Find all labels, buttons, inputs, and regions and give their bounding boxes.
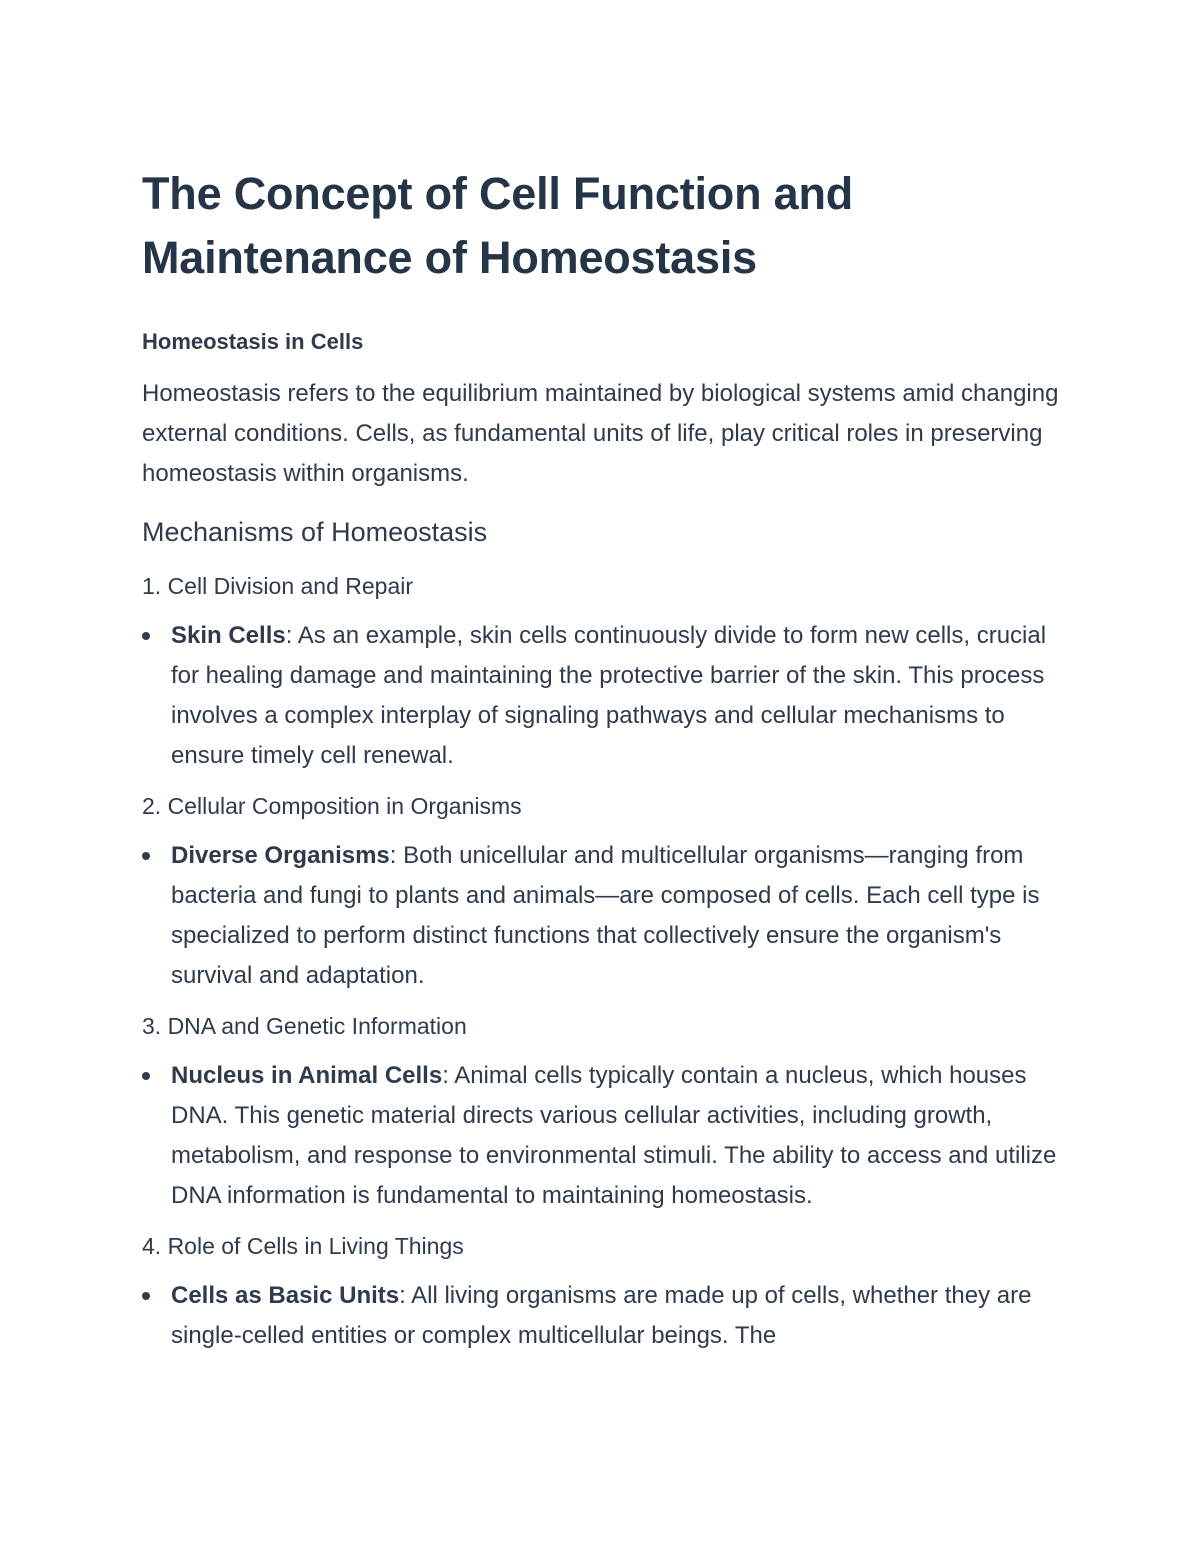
item-heading-4: 4. Role of Cells in Living Things bbox=[142, 1233, 464, 1259]
document-page bbox=[142, 162, 1072, 1356]
section-heading-homeostasis-in-cells: Homeostasis in Cells bbox=[142, 329, 364, 354]
bullet-term: Skin Cells bbox=[171, 622, 286, 649]
bullet-list-4 bbox=[142, 1276, 1072, 1356]
bullet-text: : As an example, skin cells continuously divide to form new cells, crucial for healing damage and maintaining the protective barrier of the skin. This process involves a complex interplay of signaling pathways and cellular mechanisms to ensure timely cell renewal. bbox=[171, 622, 1047, 769]
list-item bbox=[142, 836, 1061, 996]
bullet-term: Cells as Basic Units bbox=[171, 1282, 400, 1309]
bullet-list-2 bbox=[142, 836, 1072, 996]
list-item bbox=[142, 1276, 1061, 1356]
item-heading-2: 2. Cellular Composition in Organisms bbox=[142, 793, 522, 819]
bullet-text: : Both unicellular and multicellular organisms—ranging from bacteria and fungi to plants and animals—are composed of cells. Each cell type is specialized to perform distinct functions that collectively ensure the organism's survival and adaptation. bbox=[171, 842, 1040, 989]
bullet-list-1 bbox=[142, 616, 1072, 776]
bullet-dot-icon bbox=[142, 632, 150, 640]
item-heading-1: 1. Cell Division and Repair bbox=[142, 573, 414, 599]
document-title bbox=[142, 162, 1072, 290]
bullet-term: Nucleus in Animal Cells bbox=[171, 1062, 443, 1089]
bullet-text: : All living organisms are made up of cells, whether they are single-celled entities or complex multicellular beings. The bbox=[171, 1282, 1032, 1349]
bullet-text: : Animal cells typically contain a nucleus, which houses DNA. This genetic material directs various cellular activities, including growth, metabolism, and response to environmental stimuli. The ability to access and utilize DNA information is fundamental to maintaining homeostasis. bbox=[171, 1062, 1057, 1209]
bullet-dot-icon bbox=[142, 1292, 150, 1300]
item-heading-3: 3. DNA and Genetic Information bbox=[142, 1013, 467, 1039]
title-line-1: The Concept of Cell Function and bbox=[142, 168, 854, 219]
bullet-term: Diverse Organisms bbox=[171, 842, 390, 869]
section-heading-mechanisms: Mechanisms of Homeostasis bbox=[142, 517, 488, 547]
title-line-2: Maintenance of Homeostasis bbox=[142, 232, 757, 283]
bullet-dot-icon bbox=[142, 852, 150, 860]
list-item bbox=[142, 1056, 1061, 1216]
bullet-dot-icon bbox=[142, 1072, 150, 1080]
bullet-list-3 bbox=[142, 1056, 1072, 1216]
list-item bbox=[142, 616, 1061, 776]
intro-paragraph: Homeostasis refers to the equilibrium maintained by biological systems amid changing external conditions. Cells, as fundamental units of life, play critical roles in preserving homeostasis within organisms. bbox=[142, 380, 1059, 487]
